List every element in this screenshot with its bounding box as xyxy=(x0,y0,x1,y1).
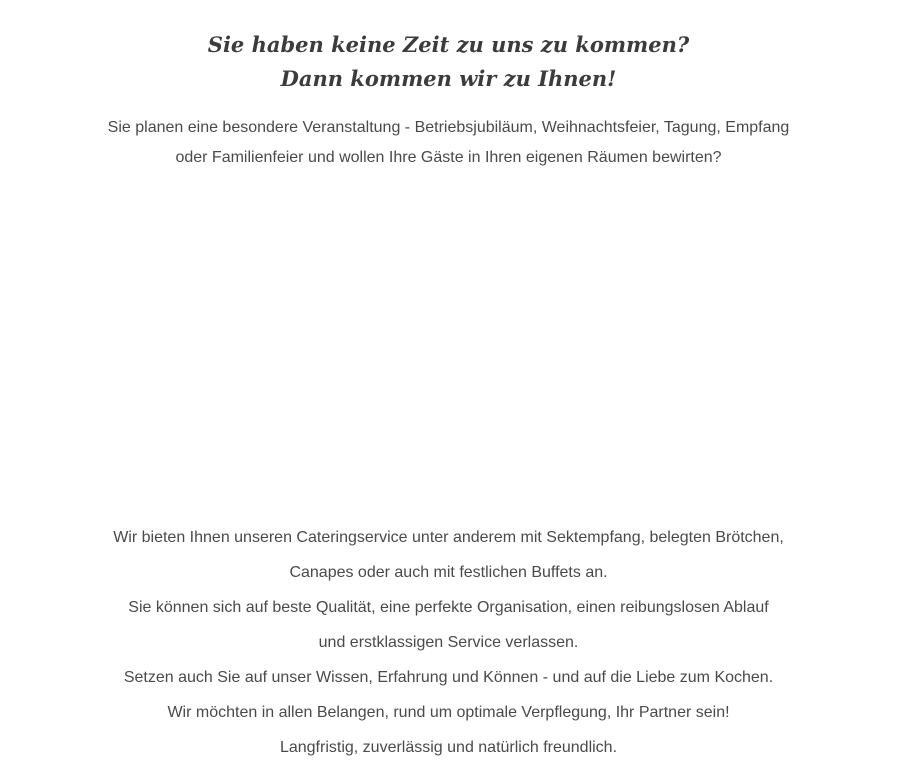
description-line: Sie können sich auf beste Qualität, eine perfekte Organisation, einen reibungslosen Ablauf xyxy=(128,599,769,616)
page-heading-line-2: Dann kommen wir zu Ihnen! xyxy=(280,66,617,91)
intro-line: oder Familienfeier und wollen Ihre Gäste in Ihren eigenen Räumen bewirten? xyxy=(175,149,722,166)
description-line: Wir bieten Ihnen unseren Cateringservice unter anderem mit Sektempfang, belegten Brötchen, xyxy=(113,529,784,546)
description-line: Setzen auch Sie auf unser Wissen, Erfahrung und Können - und auf die Liebe zum Kochen. xyxy=(123,669,774,686)
description-line: Langfristig, zuverlässig und natürlich freundlich. xyxy=(279,739,618,756)
page-heading-line-1: Sie haben keine Zeit zu uns zu kommen? xyxy=(207,32,690,57)
intro-line: Sie planen eine besondere Veranstaltung - Betriebsjubiläum, Weihnachtsfeier, Tagung, Empfang xyxy=(107,119,790,136)
description-line: und erstklassigen Service verlassen. xyxy=(318,634,579,651)
description-line: Wir möchten in allen Belangen, rund um optimale Verpflegung, Ihr Partner sein! xyxy=(167,704,730,721)
description-line: Canapes oder auch mit festlichen Buffets an. xyxy=(289,564,608,581)
catering-description xyxy=(0,520,897,765)
intro-paragraph xyxy=(0,113,897,173)
image-placeholder xyxy=(90,185,807,495)
